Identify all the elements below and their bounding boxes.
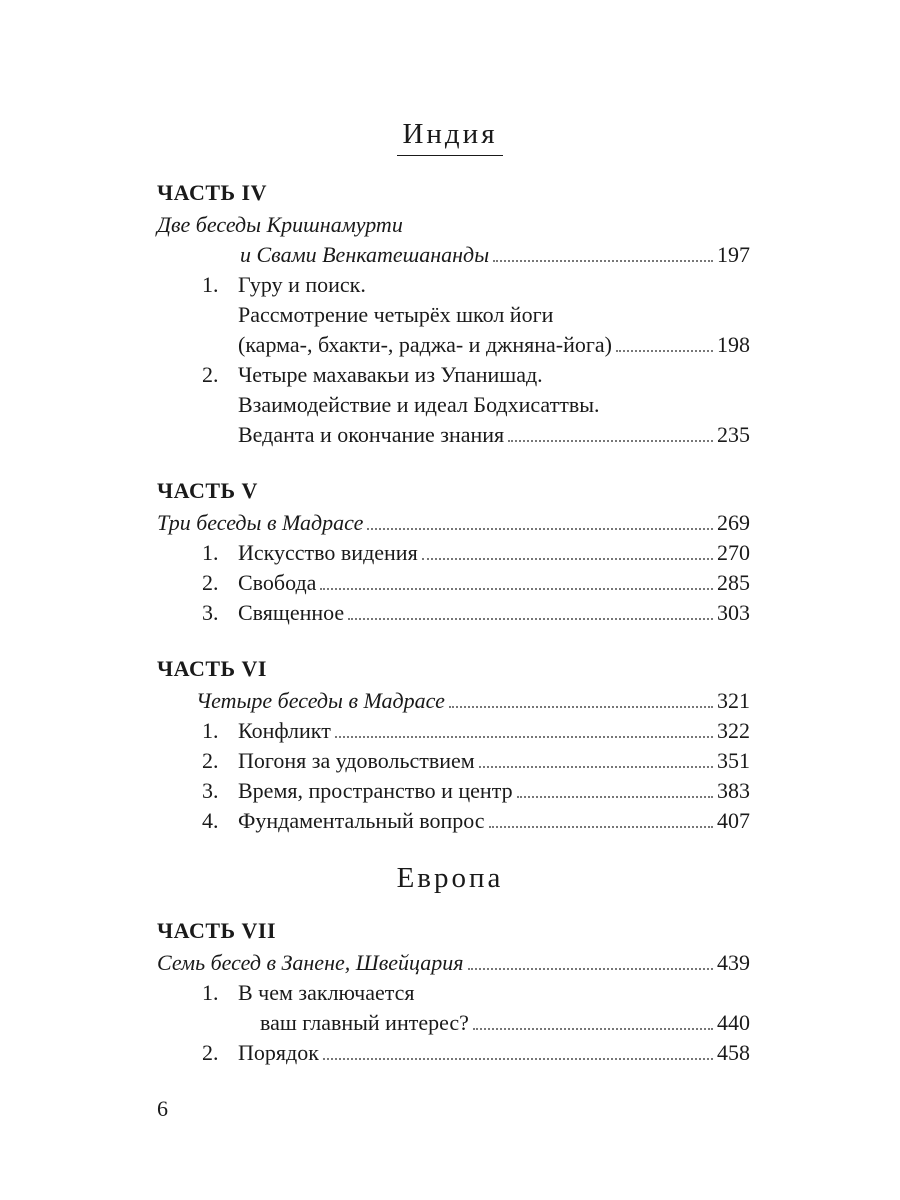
region-underline — [397, 155, 503, 156]
dot-leader — [479, 765, 713, 768]
folio-page-number: 6 — [157, 1096, 168, 1121]
dot-leader — [449, 705, 713, 708]
dot-leader — [489, 825, 713, 828]
toc-entry-v-3[interactable]: 3. Священное 303 — [157, 598, 750, 628]
page-number: 407 — [717, 808, 750, 833]
toc-entry-vi-1[interactable]: 1. Конфликт 322 — [157, 716, 750, 746]
dot-leader — [493, 259, 713, 262]
page-number: 270 — [717, 540, 750, 565]
toc-entry-vi-4[interactable]: 4. Фундаментальный вопрос 407 — [157, 806, 750, 836]
region-title-india: Индия — [0, 118, 900, 156]
dot-leader — [320, 587, 713, 590]
part-v-subtitle[interactable]: Три беседы в Мадрасе 269 — [157, 508, 750, 538]
part-heading-v: ЧАСТЬ V — [157, 478, 258, 503]
part-iv-subtitle-line2[interactable]: и Свами Венкатешананды 197 — [240, 240, 750, 270]
dot-leader — [335, 735, 713, 738]
page-number: 321 — [717, 688, 750, 713]
toc-entry-iv-2-line1[interactable]: 2. Четыре махавакьи из Упанишад. — [202, 362, 543, 387]
toc-entry-vi-2[interactable]: 2. Погоня за удовольствием 351 — [157, 746, 750, 776]
region-title-europe: Европа — [396, 862, 504, 894]
dot-leader — [323, 1057, 713, 1060]
toc-entry-vii-1-line2[interactable]: ваш главный интерес? 440 — [260, 1008, 750, 1038]
toc-entry-iv-1-line3[interactable]: (карма-, бхакти-, раджа- и джняна-йога) 198 — [238, 330, 750, 360]
page-number: 285 — [717, 570, 750, 595]
page-number: 322 — [717, 718, 750, 743]
page-number: 439 — [717, 950, 750, 975]
toc-entry-iv-2-line3[interactable]: Веданта и окончание знания 235 — [238, 420, 750, 450]
dot-leader — [367, 527, 713, 530]
part-iv-subtitle-line1[interactable]: Две беседы Кришнамурти — [157, 212, 403, 237]
page-number: 440 — [717, 1010, 750, 1035]
page-number: 197 — [717, 242, 750, 267]
part-vi-subtitle[interactable]: Четыре беседы в Мадрасе 321 — [196, 686, 750, 716]
toc-entry-vi-3[interactable]: 3. Время, пространство и центр 383 — [157, 776, 750, 806]
toc-entry-iv-1-line2: Рассмотрение четырёх школ йоги — [238, 302, 554, 327]
page-number: 198 — [717, 332, 750, 357]
part-heading-vi: ЧАСТЬ VI — [157, 656, 267, 681]
toc-entry-v-2[interactable]: 2. Свобода 285 — [157, 568, 750, 598]
dot-leader — [473, 1027, 713, 1030]
toc-entry-vii-2[interactable]: 2. Порядок 458 — [157, 1038, 750, 1068]
dot-leader — [348, 617, 713, 620]
page-number: 351 — [717, 748, 750, 773]
toc-entry-iv-1-line1[interactable]: 1. Гуру и поиск. — [202, 272, 366, 297]
part-heading-iv: ЧАСТЬ IV — [157, 180, 267, 205]
page-number: 458 — [717, 1040, 750, 1065]
part-heading-vii: ЧАСТЬ VII — [157, 918, 277, 943]
dot-leader — [616, 349, 713, 352]
toc-entry-v-1[interactable]: 1. Искусство видения 270 — [157, 538, 750, 568]
part-vii-subtitle[interactable]: Семь бесед в Занене, Швейцария 439 — [157, 948, 750, 978]
dot-leader — [508, 439, 713, 442]
toc-entry-iv-2-line2: Взаимодействие и идеал Бодхисаттвы. — [238, 392, 600, 417]
page-number: 269 — [717, 510, 750, 535]
page-number: 303 — [717, 600, 750, 625]
dot-leader — [422, 557, 713, 560]
dot-leader — [517, 795, 713, 798]
toc-entry-vii-1-line1[interactable]: 1. В чем заключается — [202, 980, 415, 1005]
page-number: 235 — [717, 422, 750, 447]
dot-leader — [468, 967, 713, 970]
page-number: 383 — [717, 778, 750, 803]
